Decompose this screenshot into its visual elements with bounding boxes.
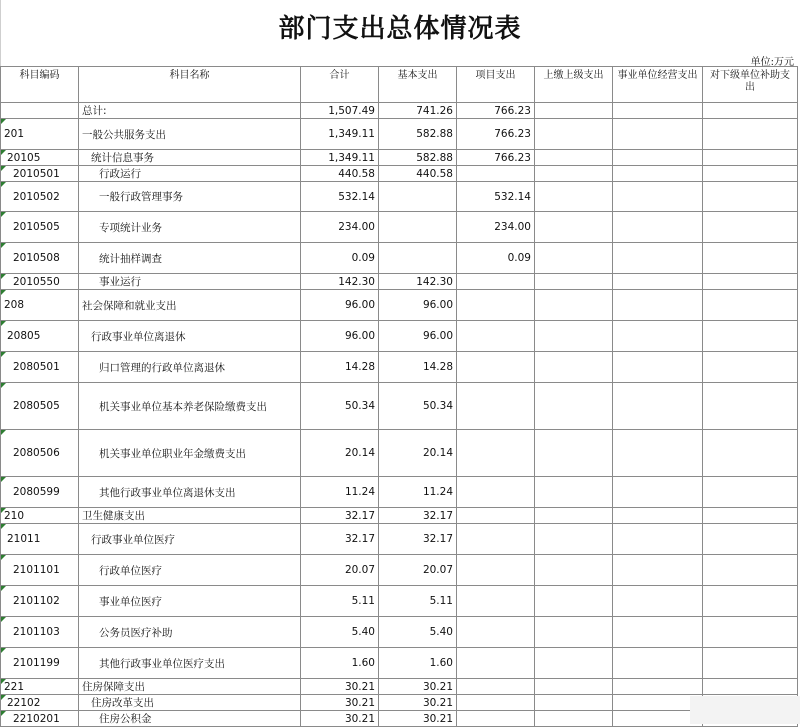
cell-basic[interactable]: 32.17 [379,524,457,555]
cell-sub[interactable] [703,508,798,524]
cell-sub[interactable] [703,290,798,321]
cell-basic[interactable]: 30.21 [379,711,457,727]
cell-operate[interactable] [613,477,703,508]
cell-name[interactable]: 统计抽样调查 [79,243,301,274]
cell-code[interactable]: 2101103 [1,617,79,648]
cell-total[interactable]: 11.24 [301,477,379,508]
cell-basic[interactable]: 11.24 [379,477,457,508]
cell-project[interactable] [457,648,535,679]
cell-basic[interactable]: 14.28 [379,352,457,383]
cell-project[interactable] [457,290,535,321]
table-row [1,290,798,321]
cell-name[interactable]: 社会保障和就业支出 [79,290,301,321]
cell-upper[interactable] [535,586,613,617]
table-row [1,383,798,430]
cell-operate[interactable] [613,648,703,679]
cell-total[interactable]: 14.28 [301,352,379,383]
table-row [1,477,798,508]
cell-name[interactable]: 机关事业单位职业年金缴费支出 [79,430,301,477]
cell-upper[interactable] [535,150,613,166]
cell-code[interactable]: 21011 [1,524,79,555]
cell-project[interactable] [457,617,535,648]
cell-operate[interactable] [613,290,703,321]
cell-total[interactable]: 440.58 [301,166,379,182]
table-row [1,695,798,711]
cell-name[interactable]: 其他行政事业单位离退休支出 [79,477,301,508]
cell-basic[interactable]: 30.21 [379,679,457,695]
cell-code[interactable]: 2101199 [1,648,79,679]
cell-name[interactable]: 一般公共服务支出 [79,119,301,150]
col-header-code[interactable]: 科目编码 [1,67,79,103]
table-row [1,679,798,695]
col-header-total[interactable]: 合计 [301,67,379,103]
cell-total[interactable]: 1,507.49 [301,103,379,119]
table-row [1,243,798,274]
cell-sub[interactable] [703,166,798,182]
cell-project[interactable] [457,430,535,477]
cell-name[interactable]: 统计信息事务 [79,150,301,166]
table-row [1,586,798,617]
cell-sub[interactable] [703,321,798,352]
cell-basic[interactable]: 440.58 [379,166,457,182]
cell-code[interactable]: 2080501 [1,352,79,383]
cell-code[interactable]: 208 [1,290,79,321]
cell-upper[interactable] [535,711,613,727]
cell-sub[interactable] [703,383,798,430]
col-header-upper[interactable]: 上缴上级支出 [535,67,613,103]
cell-operate[interactable] [613,430,703,477]
cell-upper[interactable] [535,352,613,383]
cell-project[interactable]: 766.23 [457,119,535,150]
cell-code[interactable]: 2080505 [1,383,79,430]
cell-project[interactable]: 532.14 [457,182,535,212]
cell-code[interactable]: 2010502 [1,182,79,212]
cell-sub[interactable] [703,524,798,555]
cell-basic[interactable]: 96.00 [379,290,457,321]
cell-operate[interactable] [613,679,703,695]
cell-sub[interactable] [703,555,798,586]
cell-total[interactable]: 0.09 [301,243,379,274]
cell-name[interactable]: 行政单位医疗 [79,555,301,586]
cell-operate[interactable] [613,321,703,352]
cell-upper[interactable] [535,243,613,274]
cell-code[interactable]: 221 [1,679,79,695]
col-header-name[interactable]: 科目名称 [79,67,301,103]
cell-operate[interactable] [613,524,703,555]
cell-sub[interactable] [703,182,798,212]
cell-name[interactable]: 行政事业单位离退休 [79,321,301,352]
cell-name[interactable]: 行政事业单位医疗 [79,524,301,555]
cell-total[interactable]: 50.34 [301,383,379,430]
cell-upper[interactable] [535,679,613,695]
cell-basic[interactable]: 142.30 [379,274,457,290]
col-header-project[interactable]: 项目支出 [457,67,535,103]
cell-basic[interactable]: 20.07 [379,555,457,586]
table-row [1,617,798,648]
cell-project[interactable] [457,711,535,727]
cell-operate[interactable] [613,383,703,430]
cell-name[interactable]: 归口管理的行政单位离退休 [79,352,301,383]
cell-total[interactable]: 5.40 [301,617,379,648]
table-row [1,430,798,477]
cell-upper[interactable] [535,321,613,352]
cell-project[interactable] [457,274,535,290]
cell-code[interactable]: 2101102 [1,586,79,617]
cell-project[interactable] [457,321,535,352]
table-row [1,352,798,383]
cell-basic[interactable]: 582.88 [379,119,457,150]
cell-total[interactable]: 30.21 [301,711,379,727]
cell-upper[interactable] [535,274,613,290]
cell-total[interactable]: 1.60 [301,648,379,679]
cell-code[interactable]: 22102 [1,695,79,711]
cell-name[interactable]: 住房保障支出 [79,679,301,695]
cell-total[interactable]: 20.14 [301,430,379,477]
cell-sub[interactable] [703,648,798,679]
cell-project[interactable]: 0.09 [457,243,535,274]
table-row [1,321,798,352]
cell-code[interactable]: 2010501 [1,166,79,182]
cell-operate[interactable] [613,103,703,119]
cell-operate[interactable] [613,352,703,383]
cell-total[interactable]: 96.00 [301,321,379,352]
cell-name[interactable]: 住房公积金 [79,711,301,727]
cell-operate[interactable] [613,508,703,524]
cell-code[interactable]: 2080506 [1,430,79,477]
cell-basic[interactable]: 741.26 [379,103,457,119]
table-row [1,524,798,555]
cell-name[interactable]: 行政运行 [79,166,301,182]
cell-operate[interactable] [613,711,703,727]
cell-name[interactable]: 住房改革支出 [79,695,301,711]
unit-label: 单位:万元 [750,57,794,68]
cell-basic[interactable]: 5.11 [379,586,457,617]
col-header-operate[interactable]: 事业单位经营支出 [613,67,703,103]
cell-total[interactable]: 1,349.11 [301,150,379,166]
cell-operate[interactable] [613,182,703,212]
table-row [1,119,798,150]
cell-operate[interactable] [613,617,703,648]
cell-upper[interactable] [535,477,613,508]
cell-basic[interactable]: 32.17 [379,508,457,524]
cell-code[interactable]: 2010508 [1,243,79,274]
cell-name[interactable]: 机关事业单位基本养老保险缴费支出 [79,383,301,430]
cell-upper[interactable] [535,524,613,555]
bottom-corner-area [690,696,800,724]
table-row [1,711,798,727]
cell-project[interactable] [457,166,535,182]
cell-total[interactable]: 30.21 [301,679,379,695]
cell-code[interactable]: 20805 [1,321,79,352]
table-row [1,182,798,212]
cell-project[interactable]: 234.00 [457,212,535,243]
cell-operate[interactable] [613,274,703,290]
cell-upper[interactable] [535,648,613,679]
cell-basic[interactable]: 30.21 [379,695,457,711]
col-header-sub[interactable]: 对下级单位补助支出 [703,67,798,103]
cell-upper[interactable] [535,695,613,711]
cell-project[interactable] [457,352,535,383]
cell-total[interactable]: 532.14 [301,182,379,212]
cell-project[interactable] [457,524,535,555]
cell-operate[interactable] [613,166,703,182]
cell-operate[interactable] [613,150,703,166]
cell-code[interactable]: 20105 [1,150,79,166]
cell-operate[interactable] [613,695,703,711]
cell-code[interactable]: 210 [1,508,79,524]
cell-project[interactable] [457,508,535,524]
cell-project[interactable] [457,383,535,430]
cell-project[interactable] [457,477,535,508]
cell-upper[interactable] [535,383,613,430]
cell-project[interactable]: 766.23 [457,103,535,119]
cell-name[interactable]: 其他行政事业单位医疗支出 [79,648,301,679]
expenditure-table [0,66,798,727]
table-row [1,555,798,586]
cell-sub[interactable] [703,679,798,695]
cell-total[interactable]: 32.17 [301,508,379,524]
table-row [1,274,798,290]
cell-total[interactable]: 20.07 [301,555,379,586]
table-row [1,166,798,182]
cell-upper[interactable] [535,290,613,321]
cell-basic[interactable]: 50.34 [379,383,457,430]
cell-project[interactable] [457,695,535,711]
cell-sub[interactable] [703,103,798,119]
cell-total[interactable]: 30.21 [301,695,379,711]
cell-name[interactable]: 卫生健康支出 [79,508,301,524]
cell-sub[interactable] [703,274,798,290]
cell-operate[interactable] [613,212,703,243]
cell-operate[interactable] [613,586,703,617]
cell-total[interactable]: 96.00 [301,290,379,321]
table-row [1,648,798,679]
cell-basic[interactable]: 582.88 [379,150,457,166]
cell-basic[interactable] [379,182,457,212]
cell-project[interactable] [457,555,535,586]
cell-code[interactable]: 2101101 [1,555,79,586]
cell-upper[interactable] [535,430,613,477]
cell-code[interactable]: 2080599 [1,477,79,508]
cell-upper[interactable] [535,103,613,119]
cell-name[interactable]: 事业运行 [79,274,301,290]
cell-operate[interactable] [613,119,703,150]
cell-code[interactable]: 2010550 [1,274,79,290]
cell-sub[interactable] [703,477,798,508]
cell-sub[interactable] [703,150,798,166]
cell-code[interactable]: 2010505 [1,212,79,243]
cell-upper[interactable] [535,508,613,524]
cell-upper[interactable] [535,182,613,212]
cell-total[interactable]: 32.17 [301,524,379,555]
cell-total[interactable]: 5.11 [301,586,379,617]
cell-basic[interactable] [379,243,457,274]
cell-sub[interactable] [703,430,798,477]
table-row [1,103,798,119]
cell-sub[interactable] [703,586,798,617]
cell-sub[interactable] [703,617,798,648]
cell-project[interactable]: 766.23 [457,150,535,166]
cell-upper[interactable] [535,166,613,182]
cell-name[interactable]: 总计: [79,103,301,119]
cell-sub[interactable] [703,119,798,150]
table-body [1,103,798,727]
cell-upper[interactable] [535,212,613,243]
cell-total[interactable]: 234.00 [301,212,379,243]
cell-code[interactable]: 201 [1,119,79,150]
cell-operate[interactable] [613,555,703,586]
cell-code[interactable] [1,103,79,119]
header-row [1,67,798,103]
cell-basic[interactable] [379,212,457,243]
page-title: 部门支出总体情况表 [278,14,522,44]
cell-upper[interactable] [535,119,613,150]
cell-upper[interactable] [535,555,613,586]
table-row [1,212,798,243]
cell-basic[interactable]: 20.14 [379,430,457,477]
cell-project[interactable] [457,679,535,695]
cell-project[interactable] [457,586,535,617]
cell-name[interactable]: 事业单位医疗 [79,586,301,617]
cell-basic[interactable]: 96.00 [379,321,457,352]
cell-sub[interactable] [703,212,798,243]
cell-name[interactable]: 专项统计业务 [79,212,301,243]
col-header-basic[interactable]: 基本支出 [379,67,457,103]
cell-sub[interactable] [703,352,798,383]
cell-total[interactable]: 1,349.11 [301,119,379,150]
cell-name[interactable]: 公务员医疗补助 [79,617,301,648]
table-row [1,508,798,524]
cell-code[interactable]: 2210201 [1,711,79,727]
cell-sub[interactable] [703,243,798,274]
cell-basic[interactable]: 1.60 [379,648,457,679]
cell-total[interactable]: 142.30 [301,274,379,290]
cell-name[interactable]: 一般行政管理事务 [79,182,301,212]
table-row [1,150,798,166]
cell-upper[interactable] [535,617,613,648]
cell-basic[interactable]: 5.40 [379,617,457,648]
cell-operate[interactable] [613,243,703,274]
